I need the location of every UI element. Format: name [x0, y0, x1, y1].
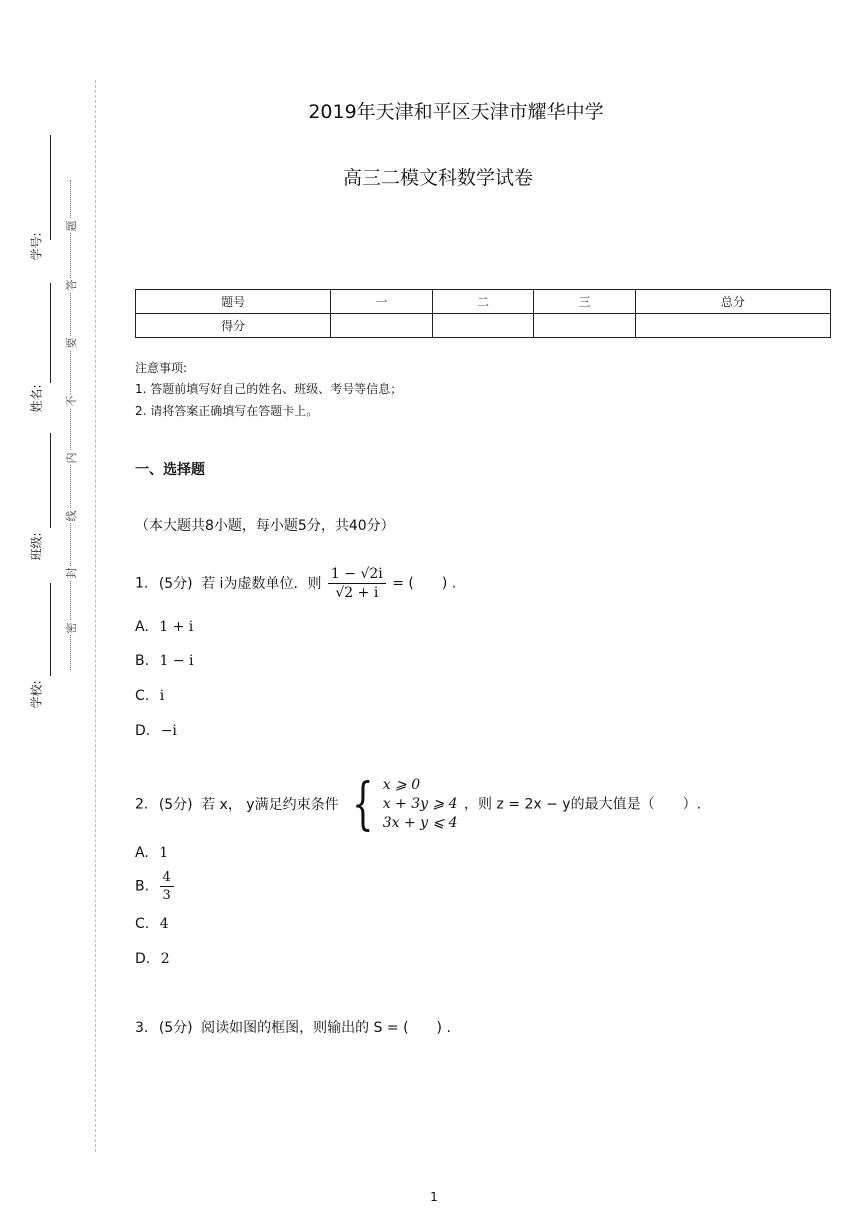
option-c[interactable]	[135, 916, 169, 932]
notice-heading: 注意事项:	[135, 361, 188, 375]
option-b[interactable]	[135, 653, 194, 669]
table-header-cell: 总分	[635, 290, 830, 314]
score-cell	[331, 314, 433, 338]
seal-char: 线	[65, 510, 78, 522]
option-label: A.	[135, 619, 149, 635]
fraction-numerator: 1 − √2i	[328, 566, 386, 584]
score-cell	[635, 314, 830, 338]
question-3	[135, 1017, 451, 1037]
seal-char: 内	[65, 452, 78, 464]
option-value: 1	[159, 845, 169, 861]
notice-item: 1. 答题前填写好自己的姓名、班级、考号等信息；	[135, 382, 403, 396]
question-text-after: ，则 z = 2x − y的最大值是（ ）.	[464, 796, 702, 813]
option-label: A.	[135, 845, 149, 861]
name-label: 姓名:	[29, 384, 44, 413]
score-row-label: 得分	[136, 314, 331, 338]
constraint-lines	[383, 776, 458, 833]
option-value: −i	[160, 723, 177, 739]
option-a[interactable]	[135, 845, 168, 861]
school-label: 学校:	[29, 680, 44, 709]
option-d[interactable]	[135, 723, 177, 739]
option-value: 1 − i	[159, 653, 194, 669]
constraint: x ⩾ 0	[382, 777, 421, 793]
option-value: 4	[159, 916, 169, 932]
option-label: C.	[135, 688, 150, 704]
question-score: (5分)	[158, 1020, 193, 1036]
section-subtitle: （本大题共8小题，每小题5分，共40分）	[135, 518, 395, 534]
question-number: 3.	[135, 1020, 149, 1036]
option-label: B.	[135, 653, 150, 669]
table-header-cell: 一	[331, 290, 433, 314]
score-cell	[432, 314, 534, 338]
seal-dotted-line	[70, 180, 71, 670]
constraint: 3x + y ⩽ 4	[382, 815, 458, 831]
question-number: 2.	[135, 796, 149, 813]
option-value: i	[159, 688, 165, 704]
score-cell	[534, 314, 636, 338]
option-value: 2	[160, 951, 170, 967]
option-label: D.	[135, 723, 151, 739]
option-c[interactable]	[135, 688, 164, 704]
notice-item: 2. 请将答案正确填写在答题卡上。	[135, 404, 319, 418]
student-id-label: 学号:	[29, 232, 44, 261]
seal-char: 封	[65, 567, 78, 579]
brace-icon: {	[352, 771, 374, 837]
option-label: D.	[135, 951, 151, 967]
option-label: C.	[135, 916, 150, 932]
seal-char: 要	[65, 337, 78, 349]
question-number: 1.	[135, 575, 149, 592]
table-header-cell: 三	[534, 290, 636, 314]
option-fraction	[160, 870, 174, 903]
option-value: 1 + i	[159, 619, 194, 635]
binding-dashed-line	[95, 80, 96, 1152]
option-label: B.	[135, 878, 150, 895]
name-line	[50, 283, 51, 383]
exam-title-line1: 2019年天津和平区天津市耀华中学	[308, 101, 604, 123]
school-line	[50, 583, 51, 676]
question-score: (5分)	[158, 796, 193, 813]
table-header-cell: 二	[432, 290, 534, 314]
question-text: 阅读如图的框图，则输出的 S = ( ) .	[201, 1020, 451, 1036]
table-row	[136, 314, 831, 338]
exam-title-line2: 高三二模文科数学试卷	[342, 167, 533, 189]
question-score: (5分)	[158, 575, 193, 592]
table-header-cell: 题号	[136, 290, 331, 314]
question-text: 若 x， y满足约束条件	[201, 796, 339, 813]
seal-char: 密	[65, 622, 78, 634]
question-text-after: = ( ) .	[392, 575, 457, 592]
seal-char: 题	[65, 220, 78, 232]
fraction-denominator: √2 + i	[335, 585, 379, 601]
fraction-denominator: 3	[162, 888, 171, 903]
question-2	[135, 771, 702, 837]
option-b[interactable]	[135, 870, 176, 903]
question-text: 若 i为虚数单位．则	[201, 575, 322, 592]
seal-char: 答	[65, 279, 78, 291]
fraction-numerator: 4	[160, 870, 174, 887]
section-title: 一、选择题	[135, 462, 205, 478]
option-a[interactable]	[135, 619, 193, 635]
fraction	[328, 566, 386, 601]
class-label: 班级:	[29, 532, 44, 561]
class-line	[50, 433, 51, 528]
table-row	[136, 290, 831, 314]
constraint-system	[345, 771, 458, 837]
option-d[interactable]	[135, 951, 170, 967]
page-number: 1	[430, 1190, 438, 1204]
score-table	[135, 289, 831, 338]
question-1	[135, 566, 456, 601]
seal-char: 不	[65, 395, 78, 407]
constraint: x + 3y ⩾ 4	[382, 796, 458, 812]
